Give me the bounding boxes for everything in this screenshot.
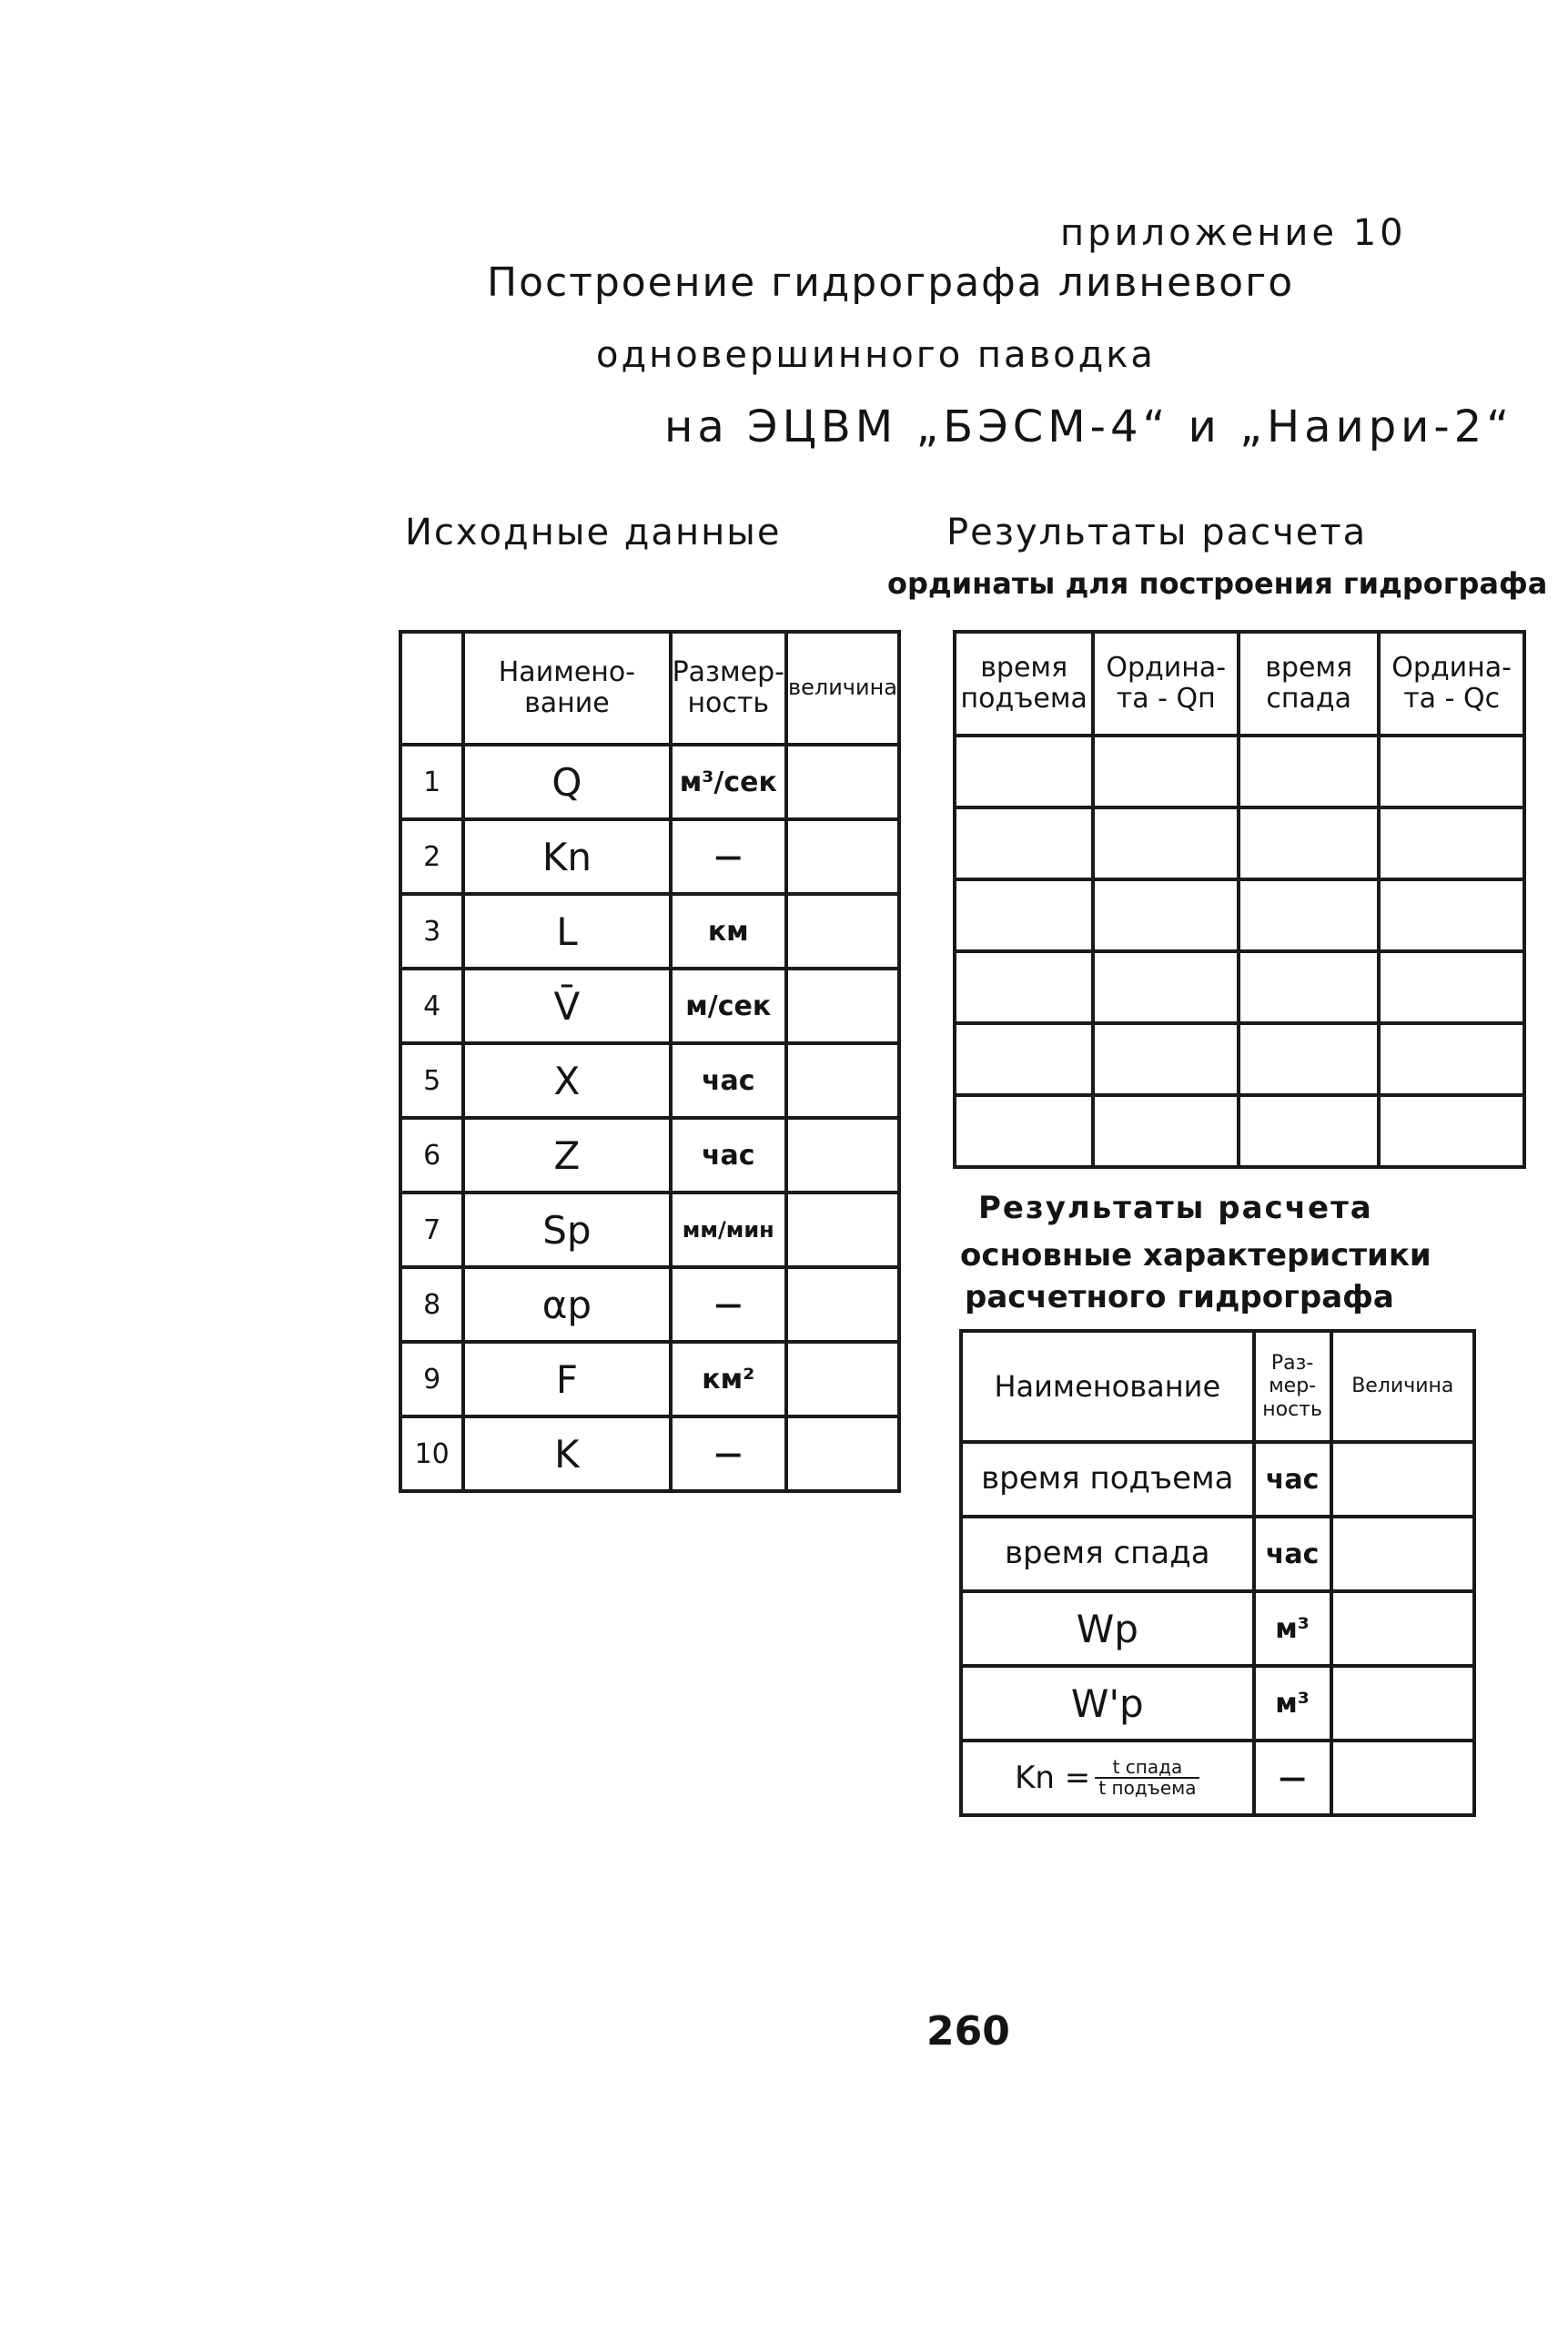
table-row [961,1741,1474,1815]
header-cell-name: Наимено-вание [463,632,670,745]
cell[interactable] [955,1095,1093,1167]
param-name: αp [463,1267,670,1342]
cell[interactable] [955,951,1093,1023]
row-number: 5 [400,1043,463,1118]
row-number: 3 [400,894,463,969]
characteristics-heading-line-2: основные характеристики [960,1237,1431,1274]
table-row [400,1043,899,1118]
cell[interactable] [1239,1095,1379,1167]
input-data-heading: Исходные данные [405,512,782,553]
cell[interactable] [1239,951,1379,1023]
table-row [400,1416,899,1491]
characteristics-heading-line-3: расчетного гидрографа [965,1279,1394,1315]
header-cell-number [400,632,463,745]
kn-formula [961,1741,1254,1815]
param-name: L [463,894,670,969]
table-row [961,1591,1474,1666]
param-name: Sp [463,1193,670,1267]
ordinates-table [953,630,1526,1169]
header-cell-name: Наименование [961,1331,1254,1442]
cell[interactable] [1239,736,1379,807]
row-number: 4 [400,969,463,1043]
kn-label: Kn = [1015,1760,1091,1796]
value-cell[interactable] [786,1193,899,1267]
param-unit: час [671,1118,786,1193]
header-cell-rise-ordinate: Ордина-та - Qп [1093,632,1239,736]
table-row [400,894,899,969]
table-header-row [400,632,899,745]
value-cell[interactable] [1331,1741,1474,1815]
table-row [955,951,1524,1023]
row-number: 9 [400,1342,463,1416]
characteristic-unit: м³ [1254,1591,1331,1666]
value-cell[interactable] [786,1267,899,1342]
header-cell-value: величина [786,632,899,745]
param-unit: — [671,1267,786,1342]
row-number: 10 [400,1416,463,1491]
table-row [400,1267,899,1342]
table-row [955,1095,1524,1167]
header-cell-fall-ordinate: Ордина-та - Qс [1379,632,1524,736]
characteristic-unit: час [1254,1517,1331,1591]
table-row [400,1342,899,1416]
param-name: Q [463,745,670,819]
characteristic-name: Wp [961,1591,1254,1666]
cell[interactable] [1379,807,1524,879]
cell[interactable] [1239,1023,1379,1095]
characteristics-table [959,1329,1476,1817]
param-unit: м/сек [671,969,786,1043]
value-cell[interactable] [1331,1591,1474,1666]
table-row [400,969,899,1043]
table-row [400,1193,899,1267]
table-row [955,736,1524,807]
characteristic-unit: м³ [1254,1666,1331,1741]
param-unit: км² [671,1342,786,1416]
value-cell[interactable] [786,1043,899,1118]
value-cell[interactable] [786,1342,899,1416]
header-cell-rise-time: время подъема [955,632,1093,736]
ordinates-subheading: ординаты для построения гидрографа [887,566,1548,601]
cell[interactable] [1379,1095,1524,1167]
param-name: X [463,1043,670,1118]
cell[interactable] [1239,879,1379,951]
table-header-row [961,1331,1474,1442]
cell[interactable] [1379,1023,1524,1095]
title-line-1: Построение гидрографа ливневого [487,259,1295,306]
row-number: 8 [400,1267,463,1342]
param-unit: — [671,819,786,894]
cell[interactable] [1093,1023,1239,1095]
characteristics-heading: Результаты расчета [978,1190,1373,1226]
table-row [961,1442,1474,1517]
param-name: V̄ [463,969,670,1043]
value-cell[interactable] [786,1416,899,1491]
table-header-row [955,632,1524,736]
results-heading: Результаты расчета [946,512,1368,553]
table-row [961,1666,1474,1741]
table-row [955,807,1524,879]
table-row [955,1023,1524,1095]
row-number: 6 [400,1118,463,1193]
value-cell[interactable] [786,819,899,894]
cell[interactable] [955,1023,1093,1095]
cell[interactable] [955,807,1093,879]
cell[interactable] [1093,879,1239,951]
page-number: 260 [926,2008,1010,2055]
input-data-table [399,630,901,1493]
table-row [961,1517,1474,1591]
cell[interactable] [1093,951,1239,1023]
param-name: Kn [463,819,670,894]
table-row [955,879,1524,951]
cell[interactable] [1093,736,1239,807]
cell[interactable] [1379,736,1524,807]
value-cell[interactable] [1331,1666,1474,1741]
header-cell-value: Величина [1331,1331,1474,1442]
header-cell-fall-time: время спада [1239,632,1379,736]
cell[interactable] [955,736,1093,807]
param-unit: мм/мин [671,1193,786,1267]
value-cell[interactable] [786,745,899,819]
header-cell-unit: Раз-мер-ность [1254,1331,1331,1442]
title-line-3: на ЭЦВМ „БЭСМ-4“ и „Наири-2“ [664,401,1514,452]
appendix-label: приложение 10 [1060,212,1407,254]
cell[interactable] [955,879,1093,951]
table-row [400,1118,899,1193]
characteristic-name: время спада [961,1517,1254,1591]
characteristic-unit: час [1254,1442,1331,1517]
value-cell[interactable] [1331,1517,1474,1591]
header-cell-unit: Размер-ность [671,632,786,745]
characteristic-name: W'p [961,1666,1254,1741]
param-unit: км [671,894,786,969]
value-cell[interactable] [786,894,899,969]
cell[interactable] [1093,807,1239,879]
value-cell[interactable] [786,1118,899,1193]
characteristic-unit: — [1254,1741,1331,1815]
param-name: Z [463,1118,670,1193]
param-name: F [463,1342,670,1416]
param-unit: — [671,1416,786,1491]
cell[interactable] [1379,951,1524,1023]
cell[interactable] [1239,807,1379,879]
value-cell[interactable] [1331,1442,1474,1517]
kn-numerator: t спада [1095,1758,1199,1779]
row-number: 2 [400,819,463,894]
kn-denominator: t подъема [1098,1777,1197,1799]
kn-fraction [1095,1758,1199,1798]
value-cell[interactable] [786,969,899,1043]
characteristic-name: время подъема [961,1442,1254,1517]
row-number: 7 [400,1193,463,1267]
param-unit: м³/сек [671,745,786,819]
title-line-2: одновершинного паводка [596,334,1156,376]
cell[interactable] [1379,879,1524,951]
table-row [400,819,899,894]
param-name: K [463,1416,670,1491]
cell[interactable] [1093,1095,1239,1167]
param-unit: час [671,1043,786,1118]
row-number: 1 [400,745,463,819]
table-row [400,745,899,819]
